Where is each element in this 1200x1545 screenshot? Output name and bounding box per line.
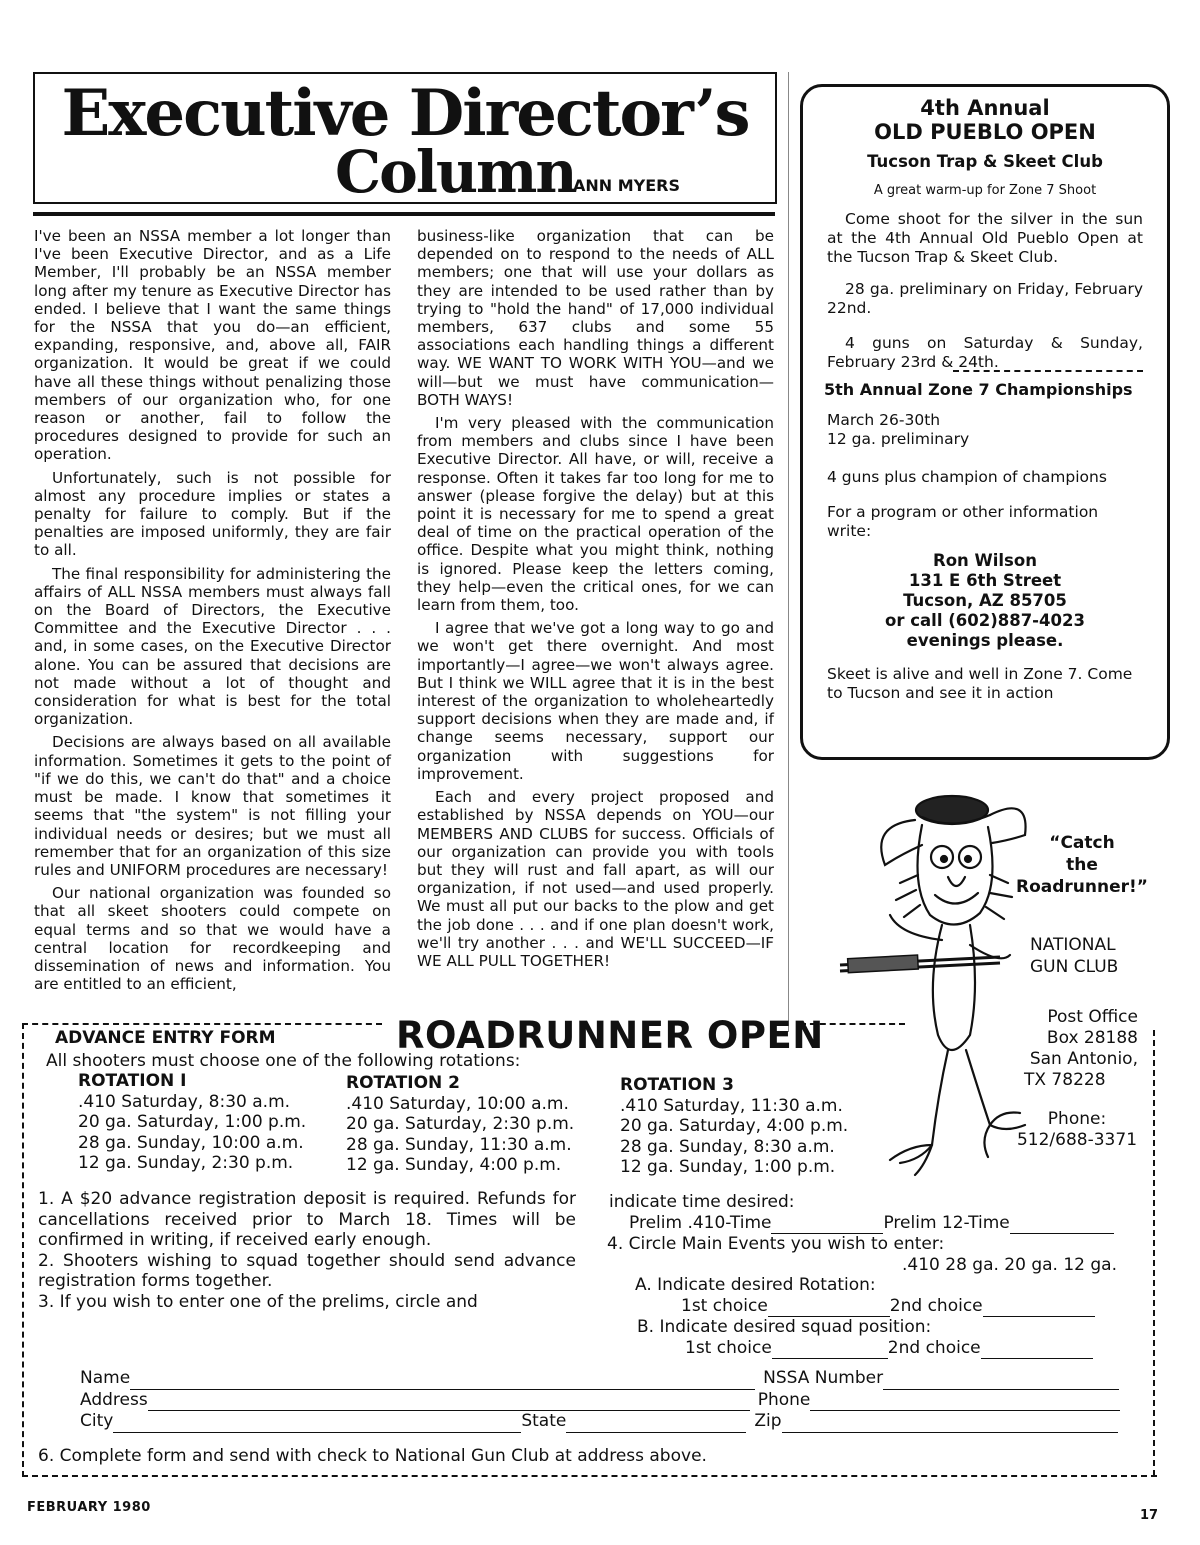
contact-note: evenings please. (906, 631, 1064, 650)
paragraph: I'm very pleased with the communication from members and clubs since I have been Executive Director. All have, or will, receive a response. Often it takes far too long for me to answer (please forgive the delay) but at this point it is necessary for me to spend a great deal of time on the practical operation of the office. Despite what you might think, nothing is ignored. Please keep the letters coming, they help—even the critical ones, for we can learn from them, too. (417, 414, 774, 615)
name-row (80, 1368, 1142, 1390)
address-row (80, 1390, 1142, 1412)
prelim-410-label: Prelim .410-Time (629, 1212, 772, 1233)
ad-program-info: For a program or other information write: (827, 503, 1099, 540)
rotation-choice-label: A. Indicate desired Rotation: (635, 1275, 876, 1295)
issue-date: FEBRUARY 1980 (27, 1500, 151, 1515)
prelim-row (607, 1213, 1147, 1235)
rotation-line: 28 ga. Sunday, 10:00 a.m. (78, 1132, 304, 1153)
contact-phone: or call (602)887-4023 (885, 611, 1085, 630)
squad-first-choice-input[interactable] (772, 1338, 888, 1360)
article-column-1 (34, 227, 391, 998)
nssa-number-input[interactable] (883, 1368, 1119, 1390)
old-pueblo-ad (800, 84, 1170, 760)
contact-city: Tucson, AZ 85705 (903, 591, 1067, 610)
indicate-time: indicate time desired: (609, 1192, 795, 1212)
paragraph: Each and every project proposed and established by NSSA depends on YOU—our MEMBERS AND CLUBS for success. Officials of our organization can provide you with tools but they will rust and fall apart, as will our organization, if not used—and used properly. We must all put our backs to the plow and get the job done . . . and if one plan doesn't work, we'll try another . . . and WE'LL SUCCEED—IF WE ALL PULL TOGETHER! (417, 788, 774, 970)
prelim-12-label: Prelim 12-Time (883, 1212, 1010, 1233)
paragraph: I agree that we've got a long way to go and we won't get there overnight. And most importantly—I agree—we won't always agree. But I think we WILL agree that it is in the best interest of the organization to wholeheartedly support decisions when they are made and, if change seems necessary, support our organization with suggestions for improvement. (417, 619, 774, 783)
form-label: ADVANCE ENTRY FORM (55, 1028, 276, 1048)
rotation-line: 28 ga. Sunday, 8:30 a.m. (620, 1136, 835, 1157)
ad-closing: Skeet is alive and well in Zone 7. Come to Tucson and see it in action (827, 665, 1133, 702)
address-label: Address (80, 1389, 148, 1410)
rotation-line: 12 ga. Sunday, 2:30 p.m. (78, 1153, 294, 1173)
rule-1: 1. A $20 advance registration deposit is required. Refunds for cancellations received prior to March 18. Times will be confirmed in writing, if received early enough. (38, 1189, 576, 1250)
ad-paragraph: 28 ga. preliminary on Friday, February 22nd. (827, 280, 1143, 317)
rotation-first-choice-input[interactable] (768, 1296, 890, 1318)
prelim-410-input[interactable] (771, 1213, 883, 1235)
second-choice-label: 2nd choice (889, 1295, 983, 1316)
contact-street: 131 E 6th Street (908, 571, 1062, 590)
phone-number: 512/688-3371 (1016, 1130, 1138, 1150)
state-label: State (521, 1411, 567, 1431)
rule-3: 3. If you wish to enter one of the prelims, circle and (38, 1291, 478, 1312)
club-name-line: GUN CLUB (1030, 957, 1119, 977)
rotation-line: 12 ga. Sunday, 1:00 p.m. (620, 1157, 836, 1177)
club-name-line: NATIONAL (1030, 935, 1116, 955)
ad-paragraph: Come shoot for the silver in the sun at the 4th Annual Old Pueblo Open at the Tucson Trap & Skeet Club. (827, 210, 1143, 266)
rotation-title: ROTATION 3 (620, 1075, 735, 1095)
name-label: Name (80, 1368, 131, 1388)
rule-2: 2. Shooters wishing to squad together should send advance registration forms together. (38, 1250, 576, 1291)
paragraph: The final responsibility for administering the affairs of ALL NSSA members must always fall on the Board of Directors, the Executive Committee and the Executive Director . . . and, in some cases, on the Executive Director alone. You can be assured that decisions are not made without a lot of thought and consideration for what is best for the total organization. (34, 564, 391, 729)
column-title-line2: Column (335, 138, 576, 206)
page-number: 17 (1140, 1508, 1159, 1523)
ad-line1: 4th Annual (920, 96, 1050, 120)
form-border-top (22, 1023, 382, 1025)
address-input[interactable] (148, 1390, 750, 1412)
rotation-line: .410 Saturday, 10:00 a.m. (346, 1093, 569, 1114)
city-row (80, 1411, 1142, 1433)
rotation-line: 20 ga. Saturday, 2:30 p.m. (346, 1114, 575, 1134)
rotation-title: ROTATION I (78, 1071, 187, 1091)
ad-club: Tucson Trap & Skeet Club (867, 152, 1103, 171)
city-input[interactable] (113, 1411, 521, 1433)
nssa-label: NSSA Number (763, 1368, 884, 1388)
column-divider (788, 72, 789, 1032)
ad-zone-date: March 26-30th (827, 411, 941, 429)
squad-choice-label: B. Indicate desired squad position: (637, 1317, 932, 1337)
address-line: TX 78228 (1024, 1070, 1106, 1090)
ad-headline: OLD PUEBLO OPEN (874, 120, 1096, 144)
rule-4: 4. Circle Main Events you wish to enter: (607, 1234, 945, 1254)
phone-label: Phone: (1047, 1109, 1107, 1129)
form-rules-right (607, 1192, 1147, 1359)
phone-label: Phone (757, 1389, 811, 1410)
address-line: Post Office (1047, 1007, 1138, 1027)
rotation-1 (78, 1071, 338, 1174)
rotation-line: 20 ga. Saturday, 1:00 p.m. (78, 1112, 307, 1132)
paragraph: I've been an NSSA member a lot longer than I've been Executive Director, and as a Life Member, I'll probably be an NSSA member long after my tenure as Executive Director has ended. I believe that I want the same things for the NSSA that you do—an efficient, expanding, responsive, and, above all, FAIR organization. It would be great if we could have all these things without penalizing those members of our organization who, for one reason or another, fail to follow the procedures designed to provide for such an operation. (34, 227, 391, 464)
address-line: San Antonio, (1029, 1049, 1138, 1069)
address-line: Box 28188 (1046, 1028, 1138, 1048)
contact-fields (80, 1368, 1142, 1433)
ad-contact (827, 551, 1143, 651)
first-choice-label: 1st choice (685, 1337, 772, 1358)
second-choice-label: 2nd choice (887, 1337, 981, 1358)
main-events-options[interactable]: .410 28 ga. 20 ga. 12 ga. (902, 1254, 1118, 1275)
squad-second-choice-input[interactable] (981, 1338, 1093, 1360)
quote-line: Roadrunner!” (1016, 877, 1148, 897)
rotation-second-choice-input[interactable] (983, 1296, 1095, 1318)
name-input[interactable] (130, 1368, 755, 1390)
phone-input[interactable] (810, 1390, 1120, 1412)
title-rule (33, 212, 775, 216)
rotation-line: 12 ga. Sunday, 4:00 p.m. (346, 1155, 562, 1175)
prelim-12-input[interactable] (1010, 1213, 1114, 1235)
paragraph: Our national organization was founded so that all skeet shooters could compete on equal terms and so that we would have a central location for recordkeeping and dissemination of news and information. You are entitled to an efficient, (34, 884, 391, 994)
rotation-choice-row (607, 1296, 1147, 1318)
form-border-right (1153, 1030, 1155, 1476)
rule-6: 6. Complete form and send with check to National Gun Club at address above. (38, 1446, 707, 1466)
ad-zone-prelim: 12 ga. preliminary (827, 430, 970, 448)
form-rules (38, 1189, 576, 1312)
paragraph: Unfortunately, such is not possible for almost any procedure implies or states a penalty for failure to comply. But if the penalties are imposed uniformly, they are fair to all. (34, 468, 391, 560)
column-title-box (33, 72, 777, 204)
form-intro: All shooters must choose one of the following rotations: (46, 1051, 521, 1071)
zip-input[interactable] (782, 1411, 1118, 1433)
rotation-line: .410 Saturday, 11:30 a.m. (620, 1095, 843, 1116)
quote-line: the (1066, 855, 1098, 875)
city-label: City (80, 1411, 114, 1431)
contact-name: Ron Wilson (933, 551, 1037, 570)
paragraph: Decisions are always based on all available information. Sometimes it gets to the point of "if we do this, we can't do that" and a choice must be made. I know that sometimes it seems that "the system" is not filling your individual needs or desires; but we must all remember that for an organization of this size rules and UNIFORM procedures are necessary! (34, 733, 391, 879)
paragraph: business-like organization that can be depended on to respond to the needs of ALL members; one that will use your dollars as they are intended to be used rather than by trying to "hold the hand" of 17,000 individual members, 637 clubs and some 55 associations each handling things a different way. WE WANT TO WORK WITH YOU—and we will—but we must have communication—BOTH WAYS! (417, 227, 774, 409)
rotation-line: 28 ga. Sunday, 11:30 a.m. (346, 1134, 572, 1155)
roadrunner-quote (1012, 832, 1152, 898)
ad-tagline: A great warm-up for Zone 7 Shoot (873, 183, 1097, 198)
byline: ANN MYERS (573, 176, 681, 195)
rotation-2 (346, 1073, 606, 1176)
article-column-2 (417, 227, 774, 975)
zone-title: 5th Annual Zone 7 Championships (824, 380, 1133, 399)
squad-choice-row (607, 1338, 1147, 1360)
first-choice-label: 1st choice (681, 1295, 768, 1316)
form-title: ROADRUNNER OPEN (396, 1014, 824, 1057)
zip-label: Zip (754, 1411, 782, 1431)
column-title: Executive Director’s (61, 76, 749, 151)
quote-line: “Catch (1049, 833, 1115, 853)
ad-paragraph: 4 guns on Saturday & Sunday, February 23rd & 24th. (827, 334, 1143, 371)
rotation-line: .410 Saturday, 8:30 a.m. (78, 1091, 291, 1112)
ad-zone-guns: 4 guns plus champion of champions (827, 468, 1107, 486)
rotation-line: 20 ga. Saturday, 4:00 p.m. (620, 1116, 849, 1136)
state-input[interactable] (566, 1411, 746, 1433)
rotation-3 (620, 1075, 890, 1178)
rotation-title: ROTATION 2 (346, 1073, 461, 1093)
club-name (1030, 934, 1118, 978)
